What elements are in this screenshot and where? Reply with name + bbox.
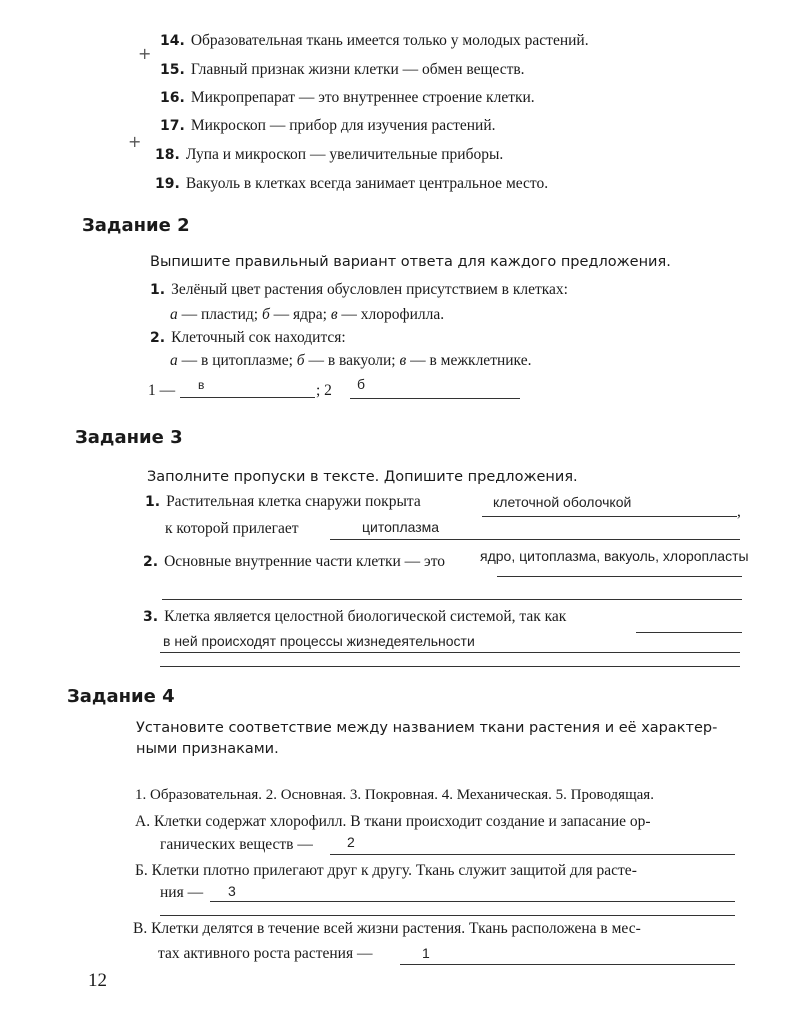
task3-q3: 3. Клетка является целостной биологической системой, так как <box>143 608 567 625</box>
item-b-line2: ния — <box>160 884 204 901</box>
answer-2-line <box>350 398 520 399</box>
item-a-line1: А. Клетки содержат хлорофилл. В ткани происходит создание и запасание ор- <box>135 813 651 830</box>
item-a-line2: ганических веществ — <box>160 836 313 853</box>
answer-1[interactable]: в <box>198 378 205 392</box>
task4-instruction-2: ными признаками. <box>136 741 279 757</box>
item-v-line2: тах активного роста растения — <box>158 945 373 962</box>
page-number: 12 <box>88 970 107 991</box>
answer-line <box>497 576 742 577</box>
answer-line <box>160 915 735 916</box>
answer-line <box>330 539 740 540</box>
item-v-answer[interactable]: 1 <box>422 945 430 961</box>
answer-line <box>162 599 742 600</box>
task2-q2: 2. Клеточный сок находится: <box>150 329 346 346</box>
task3-q1: 1. Растительная клетка снаружи покрыта <box>145 493 421 510</box>
statement-16: 16. Микропрепарат — это внутреннее строение клетки. <box>160 89 535 106</box>
answer-line <box>330 854 735 855</box>
task3-q3-answer[interactable]: в ней происходят процессы жизнедеятельности <box>163 633 475 649</box>
task2-q1-options: а — пластид; б — ядра; в — хлорофилла. <box>170 306 445 323</box>
item-v-line1: В. Клетки делятся в течение всей жизни растения. Ткань расположена в мес- <box>133 920 641 937</box>
answer-line <box>636 632 742 633</box>
answer-line <box>160 652 740 653</box>
answer-1-line <box>180 397 315 398</box>
answer-line <box>482 516 737 517</box>
item-b-line1: Б. Клетки плотно прилегают друг к другу. Ткань служит защитой для расте- <box>135 862 637 879</box>
task3-q2: 2. Основные внутренние части клетки — это <box>143 553 446 570</box>
item-a-answer[interactable]: 2 <box>347 834 355 850</box>
answer-label-1: 1 — <box>148 382 176 399</box>
task3-title: Задание 3 <box>75 427 183 448</box>
statement-18: 18. Лупа и микроскоп — увеличительные приборы. <box>155 146 504 163</box>
task3-instruction: Заполните пропуски в тексте. Допишите предложения. <box>147 469 578 485</box>
task2-q1: 1. Зелёный цвет растения обусловлен присутствием в клетках: <box>150 281 568 298</box>
task4-instruction-1: Установите соответствие между названием ткани растения и её характер- <box>136 720 718 736</box>
item-b-answer[interactable]: 3 <box>228 883 236 899</box>
task2-instruction: Выпишите правильный вариант ответа для каждого предложения. <box>150 254 671 270</box>
statement-17: 17. Микроскоп — прибор для изучения растений. <box>160 117 496 134</box>
answer-label-2: ; 2 <box>316 382 332 399</box>
plus-mark: + <box>138 44 152 63</box>
task3-q1-line2: к которой прилегает <box>165 520 299 537</box>
task3-q1-answer2[interactable]: цитоплазма <box>362 519 440 535</box>
task3-q1-answer1[interactable]: клеточной оболочкой <box>493 494 632 510</box>
tissue-options: 1. Образовательная. 2. Основная. 3. Покровная. 4. Механическая. 5. Проводящая. <box>135 787 654 803</box>
plus-mark: + <box>128 132 142 151</box>
task2-title: Задание 2 <box>82 215 190 236</box>
task2-q2-options: а — в цитоплазме; б — в вакуоли; в — в межклетнике. <box>170 352 532 369</box>
answer-line <box>210 901 735 902</box>
answer-line <box>400 964 735 965</box>
answer-2[interactable]: б <box>357 376 366 392</box>
task3-q2-answer[interactable]: ядро, цитоплазма, вакуоль, хлоропласты <box>480 548 749 564</box>
statement-19: 19. Вакуоль в клетках всегда занимает центральное место. <box>155 175 549 192</box>
answer-line <box>160 666 740 667</box>
comma: , <box>737 503 741 520</box>
statement-14: 14. Образовательная ткань имеется только у молодых растений. <box>160 32 589 49</box>
task4-title: Задание 4 <box>67 686 175 707</box>
statement-15: 15. Главный признак жизни клетки — обмен веществ. <box>160 61 525 78</box>
